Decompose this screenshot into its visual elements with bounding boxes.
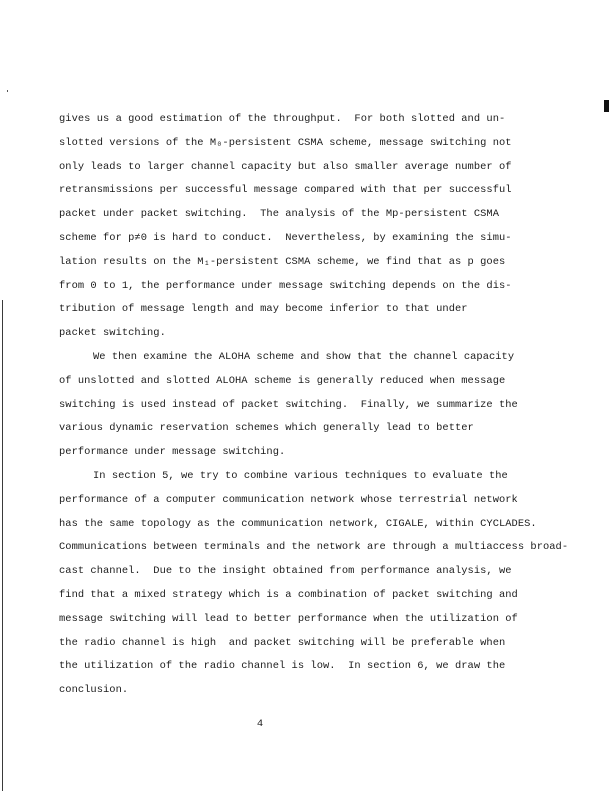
- text-line: message switching will lead to better performance when the utilization of: [59, 612, 518, 625]
- text-line: performance of a computer communication network whose terrestrial network: [59, 493, 518, 506]
- text-line: cast channel. Due to the insight obtained from performance analysis, we: [59, 565, 512, 578]
- text-line: has the same topology as the communication network, CIGALE, within CYCLADES.: [59, 517, 537, 530]
- text-line: switching is used instead of packet switching. Finally, we summarize the: [59, 398, 518, 411]
- text-line: retransmissions per successful message compared with that per successful: [59, 184, 512, 197]
- body-text: [59, 108, 579, 703]
- text-line: only leads to larger channel capacity but also smaller average number of: [59, 160, 512, 173]
- scan-mark: [604, 100, 609, 112]
- text-line: lation results on the M₁-persistent CSMA scheme, we find that as p goes: [59, 255, 506, 268]
- text-line: conclusion.: [59, 684, 129, 697]
- text-line: gives us a good estimation of the throughput. For both slotted and un-: [59, 113, 506, 125]
- text-line: slotted versions of the M₀-persistent CSMA scheme, message switching not: [59, 136, 512, 149]
- paragraph-first-line: In section 5, we try to combine various techniques to evaluate the: [93, 469, 508, 482]
- text-line: tribution of message length and may become inferior to that under: [59, 303, 468, 316]
- text-line: find that a mixed strategy which is a combination of packet switching and: [59, 588, 518, 601]
- text-line: from 0 to 1, the performance under message switching depends on the dis-: [59, 279, 512, 292]
- text-line: packet under packet switching. The analysis of the Mp-persistent CSMA: [59, 208, 499, 221]
- text-line: of unslotted and slotted ALOHA scheme is generally reduced when message: [59, 374, 506, 387]
- text-line: the utilization of the radio channel is low. In section 6, we draw the: [59, 660, 506, 673]
- text-line: scheme for p≠0 is hard to conduct. Nevertheless, by examining the simu-: [59, 231, 512, 244]
- scan-edge-line: [2, 300, 3, 791]
- text-line: performance under message switching.: [59, 446, 286, 459]
- text-line: packet switching.: [59, 327, 166, 340]
- text-line: Communications between terminals and the network are through a multiaccess broad-: [59, 541, 569, 554]
- scan-speck: [7, 90, 8, 92]
- paragraph-first-line: We then examine the ALOHA scheme and show that the channel capacity: [93, 350, 515, 363]
- text-line: the radio channel is high and packet switching will be preferable when: [59, 636, 506, 649]
- text-line: various dynamic reservation schemes which generally lead to better: [59, 422, 474, 435]
- page-number: 4: [256, 718, 264, 730]
